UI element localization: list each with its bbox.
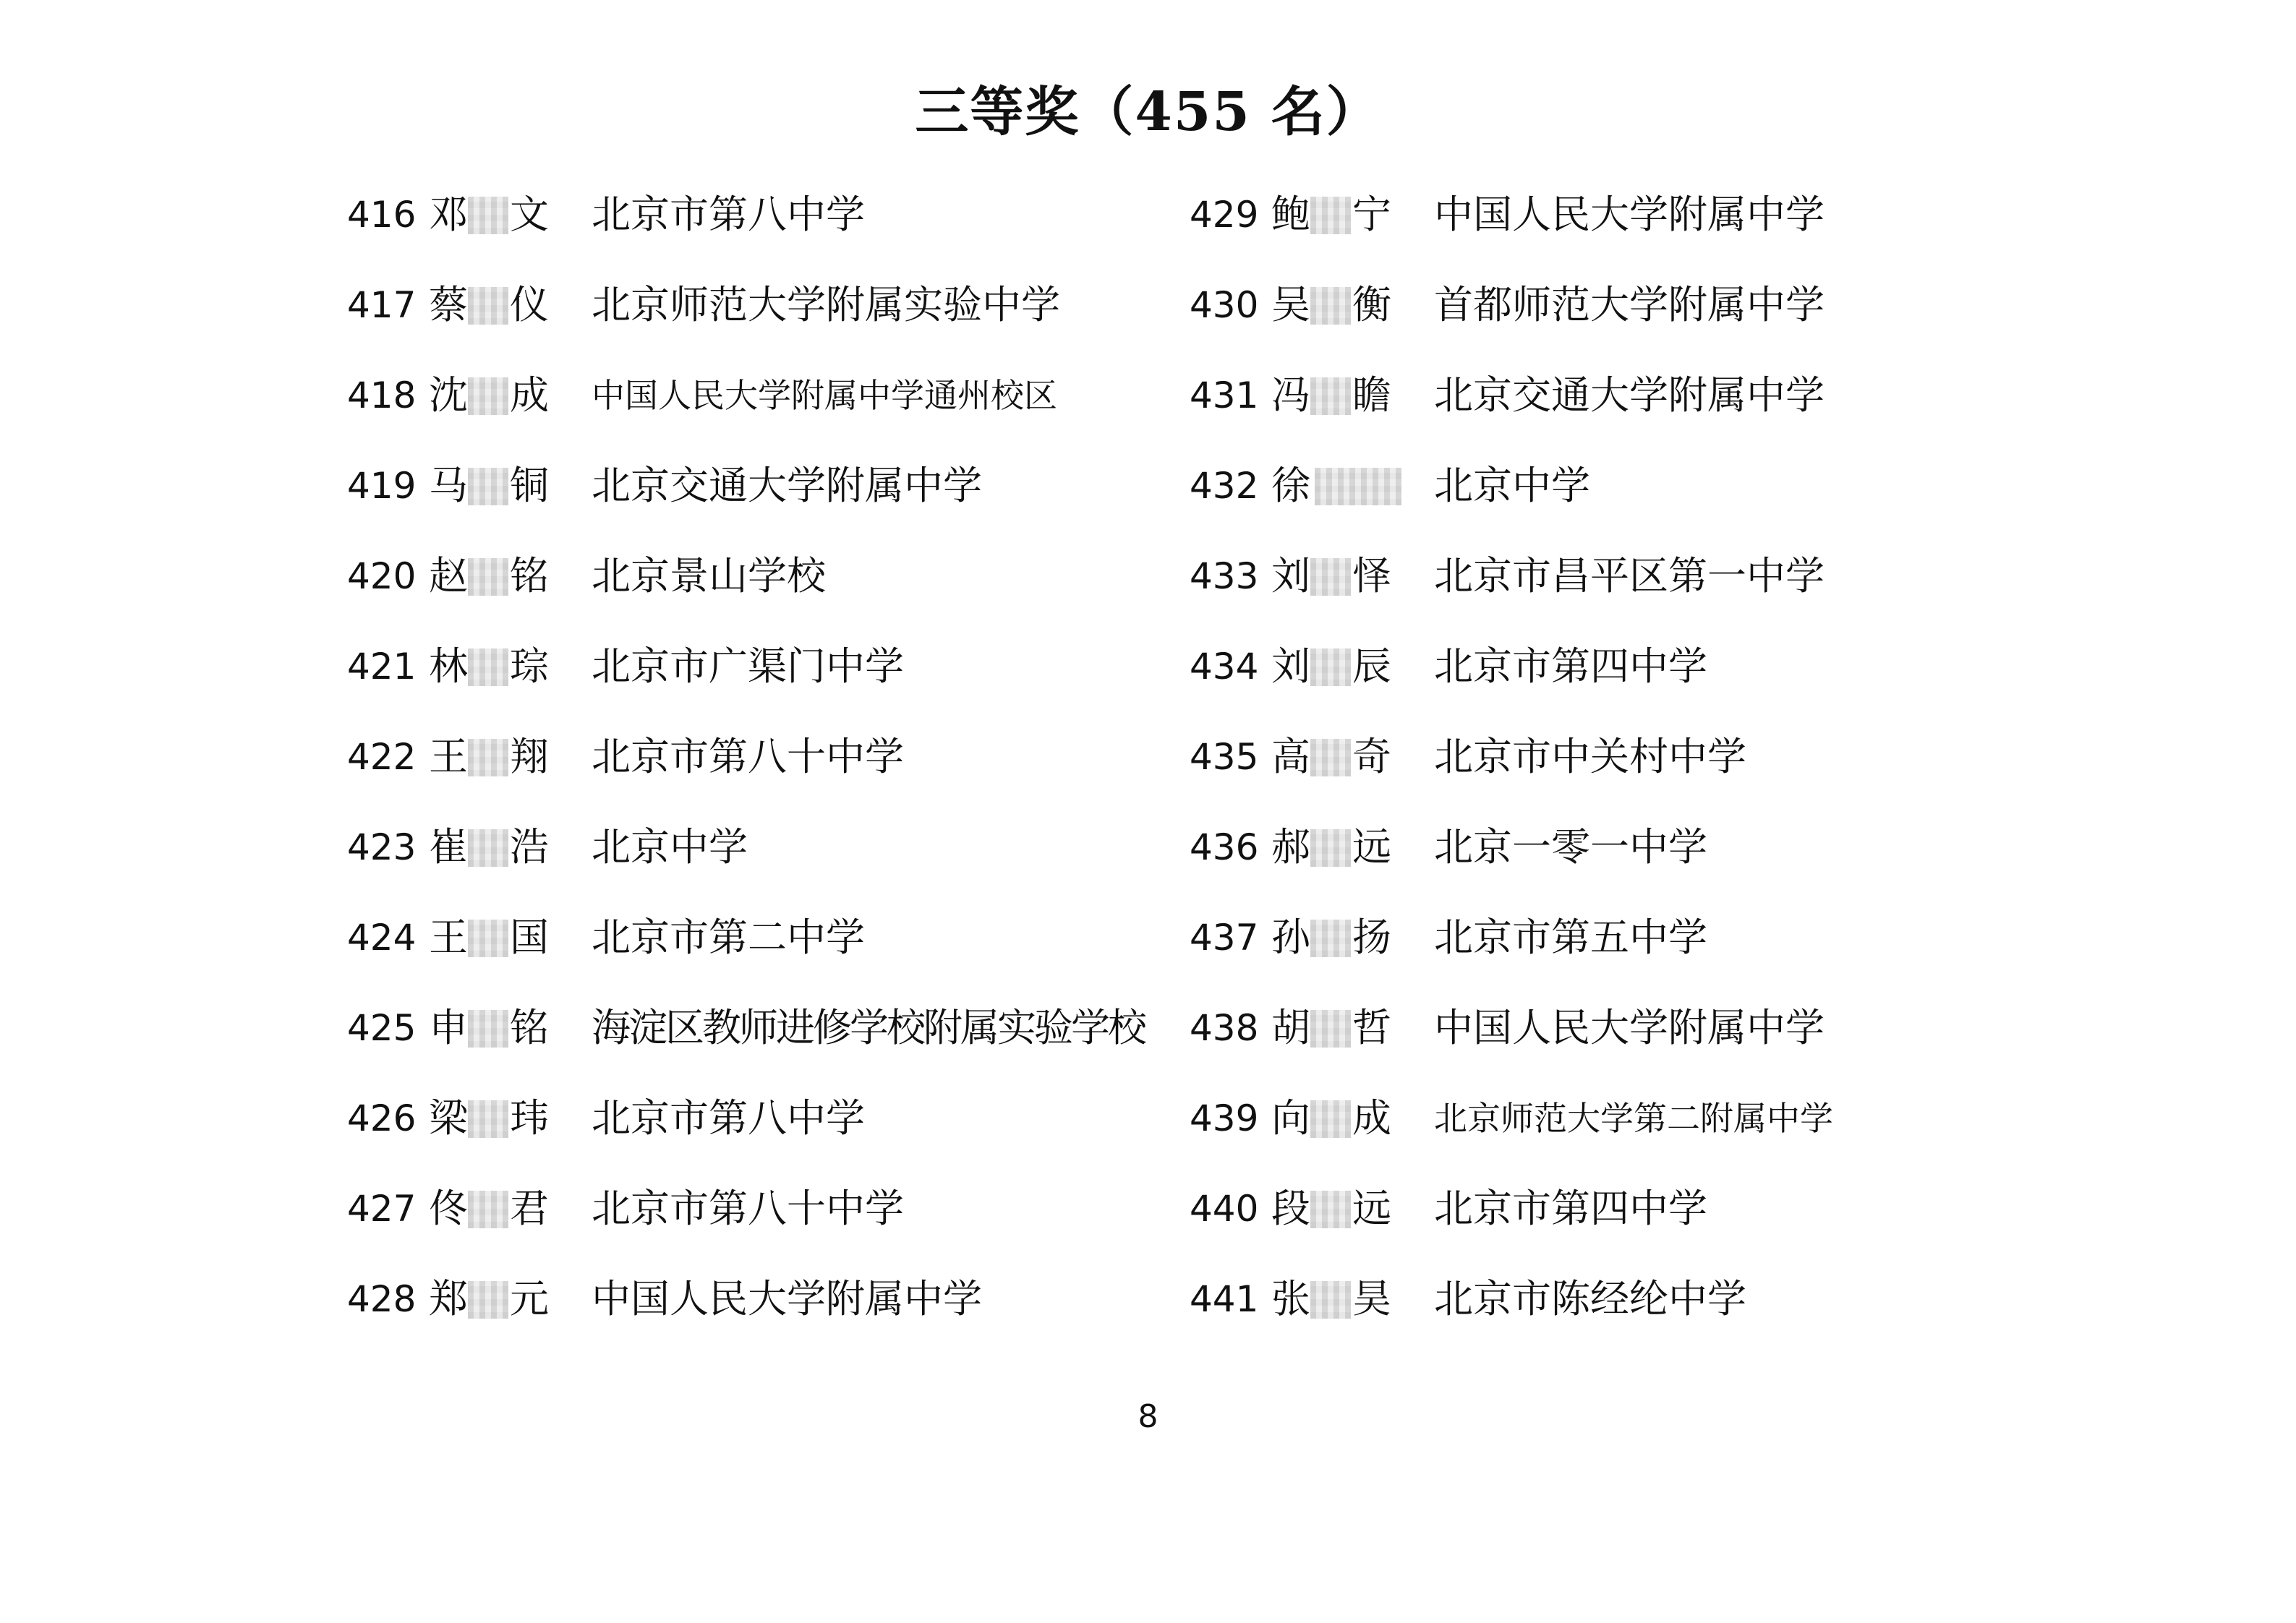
list-item [1190,1168,2000,1258]
student-surname: 刘 [1271,553,1310,599]
student-surname: 徐 [1271,463,1310,508]
student-name [1271,551,1401,601]
student-surname: 胡 [1271,1005,1310,1050]
student-name [429,1093,559,1144]
list-item [1190,625,2000,716]
school-name: 北京市广渠门中学 [592,643,904,689]
student-name [429,1274,559,1324]
student-surname: 鲍 [1271,192,1310,237]
school-name: 北京中学 [1434,463,1590,508]
school-name: 北京市昌平区第一中学 [1434,553,1825,599]
list-item [1190,264,2000,354]
student-given-name: 宁 [1352,192,1391,237]
redaction-mosaic [1310,197,1351,234]
redaction-mosaic [1310,1191,1351,1228]
school-name: 中国人民大学附属中学 [1434,192,1825,237]
student-name [1271,1274,1401,1324]
student-name [1271,280,1401,330]
school-name: 北京景山学校 [592,553,826,599]
redaction-mosaic [468,1100,508,1138]
school-name: 北京市第八中学 [592,192,865,237]
entry-number: 428 [347,1278,417,1320]
student-given-name: 琮 [510,643,549,689]
entry-number: 416 [347,194,417,236]
entry-number: 431 [1190,374,1259,416]
redaction-mosaic [468,1010,508,1048]
student-given-name: 怿 [1352,553,1391,599]
student-given-name: 远 [1352,824,1391,870]
redaction-mosaic [468,739,508,776]
school-name: 北京市第五中学 [1434,915,1707,960]
list-item [347,174,1157,264]
list-item [1190,896,2000,987]
list-item [347,625,1157,716]
list-item [347,987,1157,1077]
student-surname: 梁 [429,1095,468,1141]
page-title: 三等奖（455 名） [915,81,1381,143]
student-given-name: 君 [510,1186,549,1231]
list-item [347,354,1157,445]
student-given-name: 扬 [1352,915,1391,960]
list-item [347,1077,1157,1168]
student-given-name: 铭 [510,1005,549,1050]
student-given-name: 文 [510,192,549,237]
school-name: 北京市第八十中学 [592,1186,904,1231]
redaction-mosaic [468,648,508,686]
redaction-mosaic [1310,377,1351,415]
list-item [1190,716,2000,806]
student-surname: 马 [429,463,468,508]
school-name: 北京交通大学附属中学 [592,463,982,508]
school-name: 北京市第八十中学 [592,734,904,779]
entry-number: 425 [347,1007,417,1049]
student-given-name: 衡 [1352,282,1391,327]
entry-number: 424 [347,917,417,959]
school-name: 中国人民大学附属中学 [1434,1005,1825,1050]
student-given-name: 哲 [1352,1005,1391,1050]
student-given-name: 远 [1352,1186,1391,1231]
redaction-mosaic [1310,829,1351,867]
student-given-name: 成 [510,372,549,418]
redaction-mosaic [468,558,508,596]
student-given-name: 元 [510,1276,549,1322]
redaction-mosaic [1310,739,1351,776]
entry-number: 437 [1190,917,1259,959]
student-surname: 王 [429,915,468,960]
entry-number: 439 [1190,1097,1259,1139]
redaction-mosaic [468,1191,508,1228]
entry-number: 441 [1190,1278,1259,1320]
student-name [429,189,559,240]
student-name [429,1003,559,1053]
redaction-mosaic [468,287,508,325]
list-item [1190,535,2000,625]
student-name [429,280,559,330]
student-name [1271,732,1401,782]
redaction-mosaic [1310,1100,1351,1138]
school-name: 北京市陈经纶中学 [1434,1276,1746,1322]
school-name: 北京一零一中学 [1434,824,1707,870]
entry-number: 418 [347,374,417,416]
list-item [1190,806,2000,896]
student-name [429,370,559,421]
list-item [347,535,1157,625]
student-surname: 冯 [1271,372,1310,418]
student-given-name: 昊 [1352,1276,1391,1322]
school-name: 北京市第八中学 [592,1095,865,1141]
school-name: 中国人民大学附属中学通州校区 [592,376,1057,415]
student-surname: 刘 [1271,643,1310,689]
student-name [1271,461,1401,511]
school-name: 首都师范大学附属中学 [1434,282,1825,327]
student-name [1271,641,1401,692]
school-name: 北京师范大学第二附属中学 [1434,1099,1833,1138]
student-surname: 郝 [1271,824,1310,870]
student-surname: 佟 [429,1186,468,1231]
redaction-mosaic [1310,648,1351,686]
page-number: 8 [1138,1398,1158,1435]
list-item [1190,445,2000,535]
student-surname: 郑 [429,1276,468,1322]
student-surname: 蔡 [429,282,468,327]
redaction-mosaic [468,377,508,415]
redaction-mosaic [468,920,508,957]
student-name [429,551,559,601]
redaction-mosaic [1310,1281,1351,1319]
student-given-name: 铜 [510,463,549,508]
redaction-mosaic [468,197,508,234]
award-list-right [1190,174,2000,1348]
school-name: 北京市中关村中学 [1434,734,1746,779]
student-given-name: 仪 [510,282,549,327]
entry-number: 436 [1190,826,1259,868]
entry-number: 422 [347,736,417,778]
list-item [347,806,1157,896]
entry-number: 419 [347,465,417,507]
student-name [429,641,559,692]
student-name [1271,822,1401,873]
list-item [347,264,1157,354]
entry-number: 438 [1190,1007,1259,1049]
redaction-mosaic [468,1281,508,1319]
list-item [1190,354,2000,445]
student-name [1271,1183,1401,1234]
list-item [1190,1258,2000,1348]
student-name [429,912,559,963]
student-name [1271,1003,1401,1053]
school-name: 北京市第二中学 [592,915,865,960]
student-name [429,1183,559,1234]
list-item [347,716,1157,806]
entry-number: 426 [347,1097,417,1139]
list-item [347,1168,1157,1258]
entry-number: 435 [1190,736,1259,778]
student-surname: 王 [429,734,468,779]
redaction-mosaic [468,829,508,867]
student-surname: 申 [429,1005,468,1050]
student-name [1271,370,1401,421]
student-surname: 吴 [1271,282,1310,327]
student-surname: 张 [1271,1276,1310,1322]
student-given-name: 成 [1352,1095,1391,1141]
school-name: 北京市第四中学 [1434,1186,1707,1231]
school-name: 北京中学 [592,824,748,870]
entry-number: 420 [347,555,417,597]
student-surname: 孙 [1271,915,1310,960]
student-name [429,461,559,511]
entry-number: 430 [1190,284,1259,326]
redaction-mosaic [1310,558,1351,596]
student-given-name: 浩 [510,824,549,870]
redaction-mosaic [1315,468,1401,505]
student-surname: 崔 [429,824,468,870]
student-name [1271,912,1401,963]
student-surname: 向 [1271,1095,1310,1141]
student-name [1271,189,1401,240]
school-name: 北京交通大学附属中学 [1434,372,1825,418]
student-surname: 林 [429,643,468,689]
school-name: 海淀区教师进修学校附属实验学校 [592,1005,1145,1050]
entry-number: 429 [1190,194,1259,236]
list-item [347,896,1157,987]
student-given-name: 铭 [510,553,549,599]
student-given-name: 奇 [1352,734,1391,779]
entry-number: 433 [1190,555,1259,597]
list-item [1190,174,2000,264]
student-name [429,732,559,782]
student-given-name: 玮 [510,1095,549,1141]
redaction-mosaic [468,468,508,505]
redaction-mosaic [1310,287,1351,325]
school-name: 北京市第四中学 [1434,643,1707,689]
student-surname: 赵 [429,553,468,599]
student-given-name: 翔 [510,734,549,779]
entry-number: 440 [1190,1188,1259,1230]
school-name: 中国人民大学附属中学 [592,1276,982,1322]
entry-number: 423 [347,826,417,868]
entry-number: 421 [347,646,417,688]
entry-number: 427 [347,1188,417,1230]
student-surname: 高 [1271,734,1310,779]
redaction-mosaic [1310,1010,1351,1048]
entry-number: 432 [1190,465,1259,507]
student-surname: 段 [1271,1186,1310,1231]
list-item [347,445,1157,535]
entry-number: 417 [347,284,417,326]
list-item [347,1258,1157,1348]
list-item [1190,1077,2000,1168]
student-name [429,822,559,873]
list-item [1190,987,2000,1077]
student-name [1271,1093,1401,1144]
student-given-name: 国 [510,915,549,960]
entry-number: 434 [1190,646,1259,688]
student-given-name: 瞻 [1352,372,1391,418]
student-surname: 邓 [429,192,468,237]
student-given-name: 辰 [1352,643,1391,689]
award-list-left [347,174,1157,1348]
school-name: 北京师范大学附属实验中学 [592,282,1060,327]
student-surname: 沈 [429,372,468,418]
redaction-mosaic [1310,920,1351,957]
